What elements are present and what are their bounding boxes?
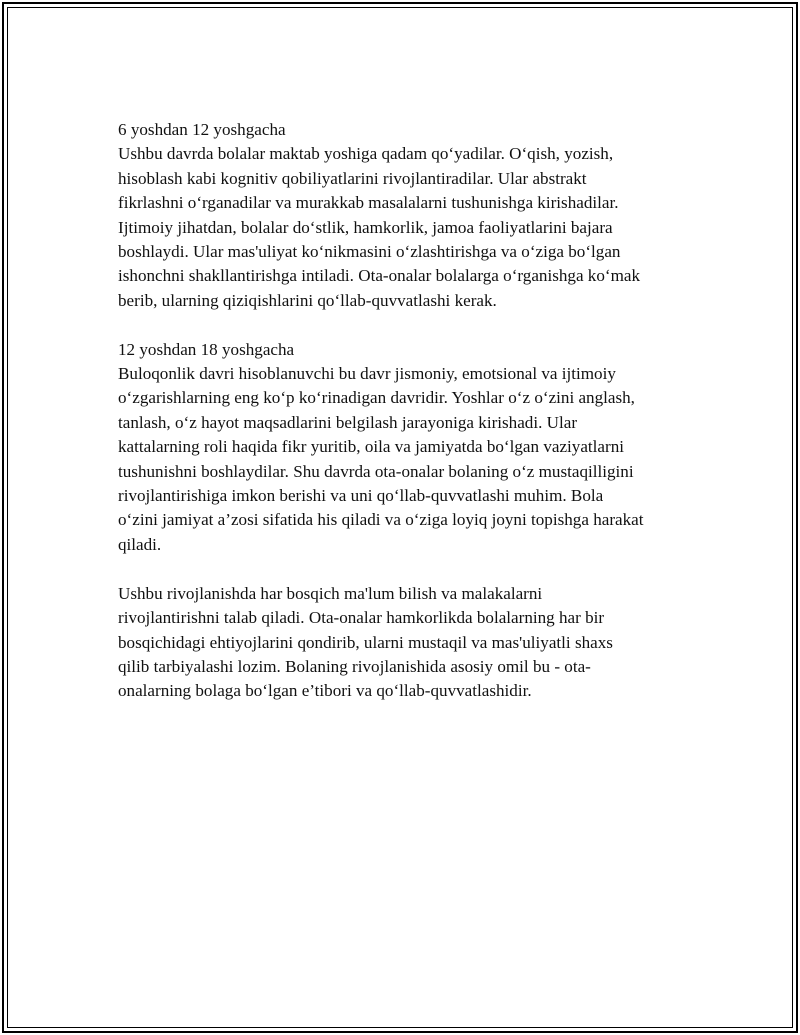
- paragraph-line: rivojlantirishiga imkon berishi va uni qo‘llab-quvvatlashi muhim. Bola: [118, 486, 604, 506]
- paragraph-line: rivojlantirishni talab qiladi. Ota-onalar hamkorlikda bolalarning har bir: [118, 608, 605, 628]
- document-body: [118, 118, 698, 704]
- paragraph-line: Ushbu davrda bolalar maktab yoshiga qadam qo‘yadilar. O‘qish, yozish,: [118, 144, 614, 164]
- paragraph-line: qilib tarbiyalashi lozim. Bolaning rivojlanishida asosiy omil bu - ota-: [118, 656, 591, 676]
- paragraph-line: boshlaydi. Ular mas'uliyat ko‘nikmasini o‘zlashtirishga va o‘ziga bo‘lgan: [118, 242, 621, 262]
- paragraph-line: fikrlashni o‘rganadilar va murakkab masalalarni tushunishga kirishadilar.: [118, 193, 619, 213]
- paragraph-line: bosqichidagi ehtiyojlarini qondirib, ularni mustaqil va mas'uliyatli shaxs: [118, 632, 613, 652]
- paragraph-line: Buloqonlik davri hisoblanuvchi bu davr jismoniy, emotsional va ijtimoiy: [118, 364, 616, 384]
- paragraph-line: Ijtimoiy jihatdan, bolalar do‘stlik, hamkorlik, jamoa faoliyatlarini bajara: [118, 217, 613, 237]
- paragraph-line: onalarning bolaga bo‘lgan e’tibori va qo‘llab-quvvatlashidir.: [118, 681, 532, 701]
- paragraph-line: berib, ularning qiziqishlarini qo‘llab-quvvatlashi kerak.: [118, 290, 497, 310]
- paragraph-line: tanlash, o‘z hayot maqsadlarini belgilash jarayoniga kirishadi. Ular: [118, 412, 578, 432]
- section-conclusion: [118, 582, 698, 704]
- paragraph-line: hisoblash kabi kognitiv qobiliyatlarini rivojlantiradilar. Ular abstrakt: [118, 168, 587, 188]
- section-heading: 6 yoshdan 12 yoshgacha: [118, 120, 286, 139]
- paragraph-line: kattalarning roli haqida fikr yuritib, oila va jamiyatda bo‘lgan vaziyatlarni: [118, 437, 624, 457]
- paragraph-line: ishonchni shakllantirishga intiladi. Ota-onalar bolalarga o‘rganishga ko‘mak: [118, 266, 641, 286]
- section-12-18: [118, 338, 698, 558]
- paragraph-line: o‘zini jamiyat a’zosi sifatida his qiladi va o‘ziga loyiq joyni topishga harakat: [118, 510, 644, 530]
- paragraph-line: o‘zgarishlarning eng ko‘p ko‘rinadigan davridir. Yoshlar o‘z o‘zini anglash,: [118, 388, 635, 408]
- paragraph-line: qiladi.: [118, 534, 162, 554]
- paragraph-line: tushunishni boshlaydilar. Shu davrda ota-onalar bolaning o‘z mustaqilligini: [118, 461, 634, 481]
- paragraph-line: Ushbu rivojlanishda har bosqich ma'lum bilish va malakalarni: [118, 583, 543, 603]
- section-6-12: [118, 118, 698, 313]
- section-heading: 12 yoshdan 18 yoshgacha: [118, 339, 295, 359]
